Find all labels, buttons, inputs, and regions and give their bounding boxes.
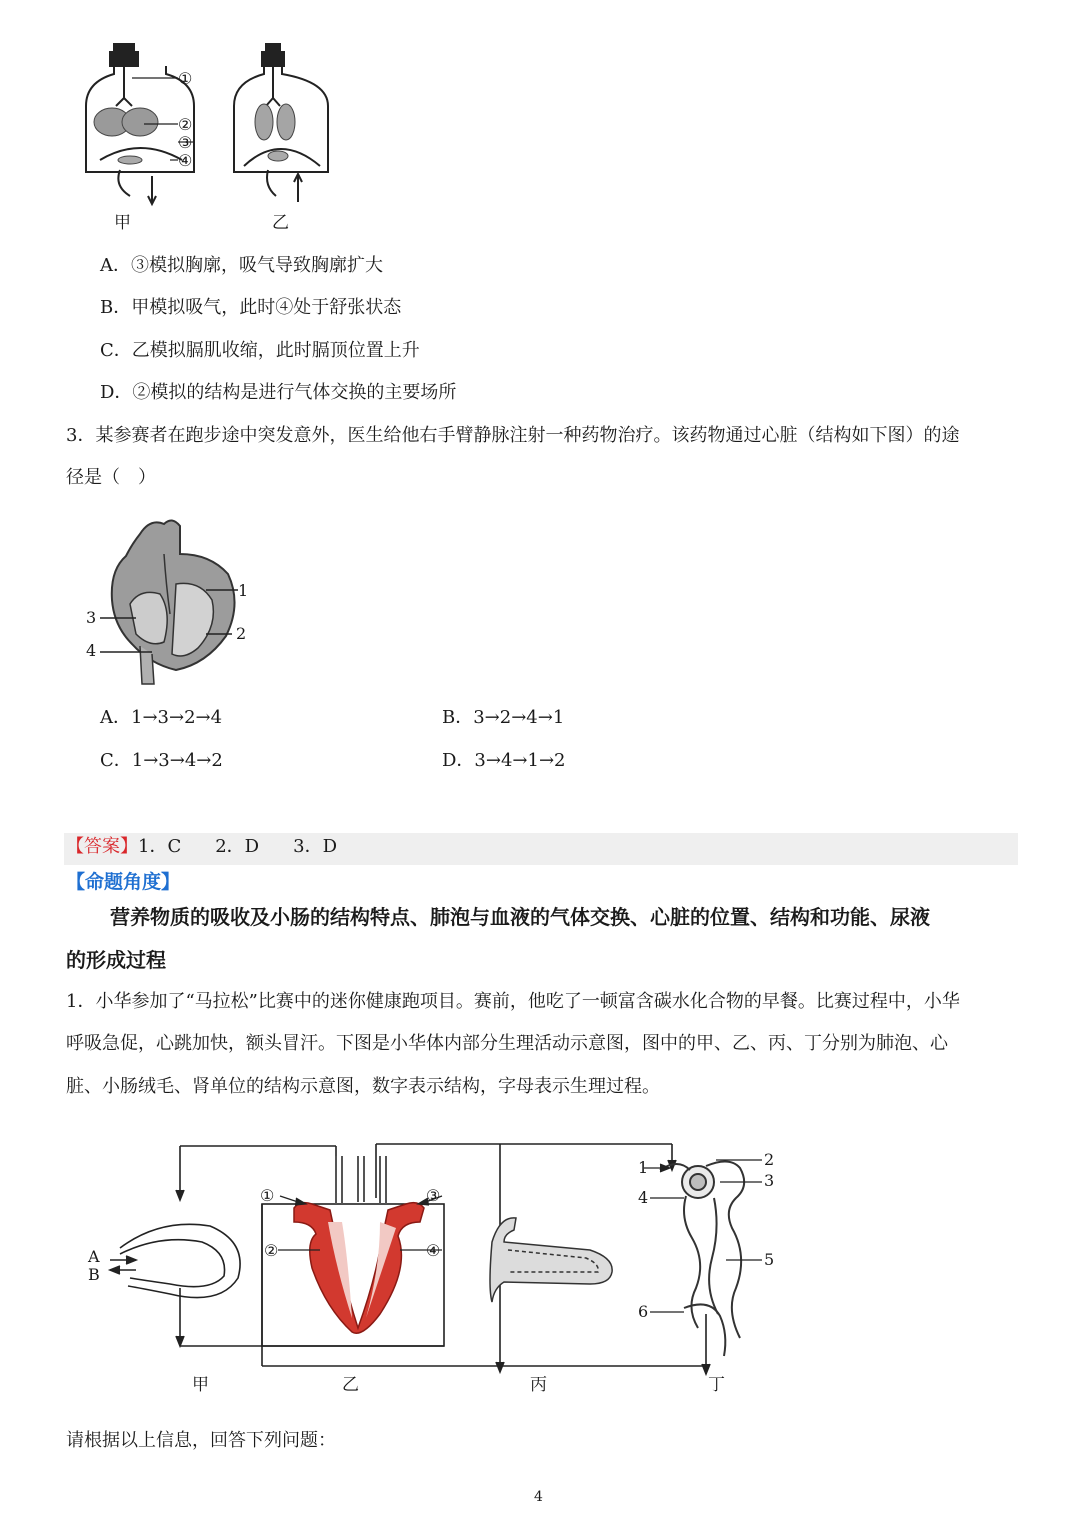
q2-option-a: A．③模拟胸廓，吸气导致胸廓扩大 [100,255,383,276]
q1-stem-line1: 1．小华参加了“马拉松”比赛中的迷你健康跑项目。赛前，他吃了一顿富含碳水化合物的早餐。比赛过程中，小华 [66,991,960,1012]
q3-option-a: A．1→3→2→4 [100,707,223,728]
q3-option-b: B．3→2→4→1 [442,707,565,728]
q2-option-c: C．乙模拟膈肌收缩，此时膈顶位置上升 [100,340,420,361]
kidney-label-6: 6 [638,1302,649,1321]
process-caption-yi: 乙 [342,1375,359,1395]
process-caption-ding: 丁 [708,1375,725,1395]
page-number: 4 [534,1489,543,1505]
q1-stem-line3: 脏、小肠绒毛、肾单位的结构示意图，数字表示结构，字母表示生理过程。 [66,1076,660,1097]
process-caption-jia: 甲 [192,1375,209,1395]
heart-diagram-label-3: ③ [426,1186,441,1205]
q1-stem-line2: 呼吸急促，心跳加快，额头冒汗。下图是小华体内部分生理活动示意图，图中的甲、乙、丙、丁分别为肺泡、心 [66,1033,948,1054]
kidney-label-2: 2 [764,1150,775,1169]
process-label-a: A [88,1247,100,1266]
section-tag: 【命题角度】 [66,871,181,893]
bell-jar-label-4: ④ [178,151,193,170]
heart-label-4: 4 [86,641,97,660]
heart-diagram-label-4: ④ [426,1241,441,1260]
process-label-b: B [88,1265,100,1284]
section-title-line2: 的形成过程 [66,948,166,972]
kidney-label-1: 1 [638,1158,649,1177]
bell-jar-caption-jia: 甲 [114,213,131,233]
answer-item-2: 2．D [215,836,260,857]
answer-line [66,835,337,859]
answer-tag: 【答案】 [66,836,138,857]
q3-option-d: D．3→4→1→2 [442,750,566,771]
heart-label-2: 2 [236,624,247,643]
process-drawing [80,1138,800,1398]
heart-label-3: 3 [86,608,97,627]
answer-item-1: 1．C [138,836,182,857]
bell-jar-label-3: ③ [178,133,193,152]
answer-item-3: 3．D [293,836,338,857]
bell-jar-label-2: ② [178,115,193,134]
closing-prompt: 请根据以上信息，回答下列问题： [66,1430,336,1451]
bell-jar-caption-yi: 乙 [272,213,289,233]
kidney-label-4: 4 [638,1188,649,1207]
heart-drawing [80,514,260,694]
heart-diagram-label-2: ② [264,1241,279,1260]
q3-stem-line1: 3．某参赛者在跑步途中突发意外，医生给他右手臂静脉注射一种药物治疗。该药物通过心脏（结构如下图）的途 [66,425,960,446]
q2-option-b: B．甲模拟吸气，此时④处于舒张状态 [100,297,402,318]
heart-label-1: 1 [238,581,249,600]
kidney-label-5: 5 [764,1250,775,1269]
heart-figure [80,514,260,694]
bell-jar-label-1: ① [178,69,193,88]
q2-option-d: D．②模拟的结构是进行气体交换的主要场所 [100,382,457,403]
process-caption-bing: 丙 [530,1375,547,1395]
q3-stem-line2: 径是（ ） [66,467,156,488]
bell-jar-drawing [70,36,330,236]
kidney-label-3: 3 [764,1171,775,1190]
bell-jar-figure [70,36,330,236]
process-figure [80,1138,800,1398]
q3-option-c: C．1→3→4→2 [100,750,223,771]
section-title-line1: 营养物质的吸收及小肠的结构特点、肺泡与血液的气体交换、心脏的位置、结构和功能、尿液 [110,905,930,929]
heart-diagram-label-1: ① [260,1186,275,1205]
